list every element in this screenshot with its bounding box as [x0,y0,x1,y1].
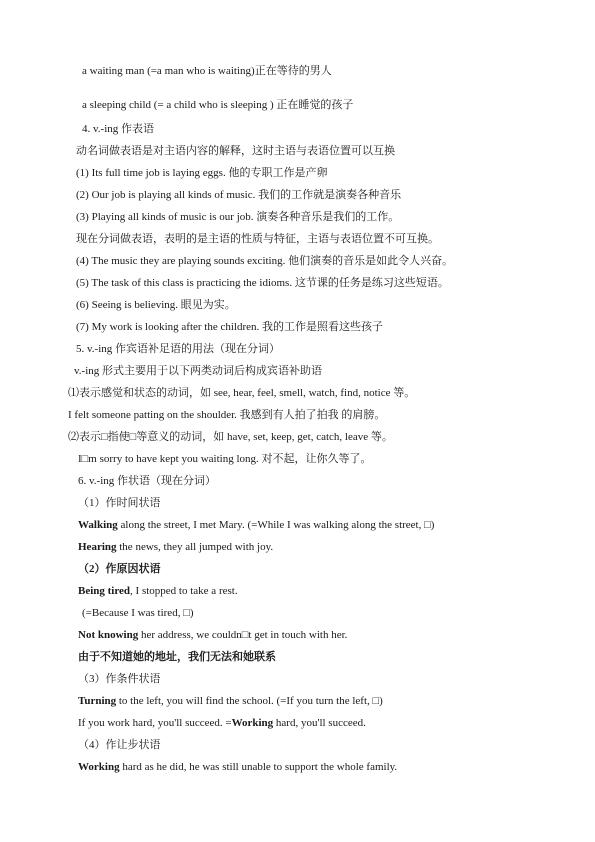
line-8: 现在分词做表语，表明的是主语的性质与特征，主语与表语位置不可互换。 [76,233,439,245]
line-2: a sleeping child (= a child who is sleeping ) 正在睡觉的孩子 [82,99,354,111]
line-6: (2) Our job is playing all kinds of music. 我们的工作就是演奏各种音乐 [76,189,402,201]
bold-term: （2）作原因状语 [78,563,161,575]
line-27 [78,652,276,663]
line-30 [78,718,366,729]
line-26 [78,630,347,641]
line-24 [78,586,238,597]
line-22 [78,542,273,553]
line-15: ⑴表示感觉和状态的动词，如 see, hear, feel, smell, watch, find, notice 等。 [68,387,416,399]
bold-term: Hearing [78,541,117,553]
bold-term: Not knowing [78,629,139,641]
bold-term: Walking [78,519,118,531]
line-text: to the left, you will find the school. (=If you turn the left, □) [116,695,383,707]
line-21 [78,520,434,531]
line-text: If you work hard, you'll succeed. = [78,717,232,729]
subheading-1: （1）作时间状语 [78,497,161,509]
line-18: I□m sorry to have kept you waiting long. 对不起，让你久等了。 [78,453,372,465]
line-12: (7) My work is looking after the children. 我的工作是照看这些孩子 [76,321,384,333]
line-text: along the street, I met Mary. (=While I was walking along the street, □) [117,519,435,531]
bold-term: Turning [78,695,117,707]
line-text: , I stopped to take a rest. [130,585,238,597]
bold-term: Working [231,717,274,729]
line-1: a waiting man (=a man who is waiting)正在等待的男人 [82,65,332,77]
line-32 [78,762,397,773]
subheading-2 [78,564,161,575]
line-14: v.-ing 形式主要用于以下两类动词后构成宾语补助语 [74,365,323,377]
line-4: 动名词做表语是对主语内容的解释，这时主语与表语位置可以互换 [76,145,395,157]
line-text: her address, we couldn□t get in touch with her. [138,629,348,641]
subheading-4: （4）作让步状语 [78,739,161,751]
section-heading-4: 4. v.-ing 作表语 [82,123,155,135]
bold-term: Working [78,761,120,773]
line-16: I felt someone patting on the shoulder. 我感到有人拍了拍我 的肩膀。 [68,409,386,421]
section-heading-6: 6. v.-ing 作状语（现在分词） [78,475,217,487]
line-25: (=Because I was tired, □) [82,607,194,619]
line-11: (6) Seeing is believing. 眼见为实。 [76,299,236,311]
line-7: (3) Playing all kinds of music is our job. 演奏各种音乐是我们的工作。 [76,211,400,223]
line-text: hard as he did, he was still unable to support the whole family. [119,761,398,773]
section-heading-5: 5. v.-ing 作宾语补足语的用法（现在分词） [76,343,281,355]
line-text: the news, they all jumped with joy. [116,541,274,553]
line-9: (4) The music they are playing sounds exciting. 他们演奏的音乐是如此令人兴奋。 [76,255,454,267]
line-text-tail: hard, you'll succeed. [273,717,366,729]
line-10: (5) The task of this class is practicing the idioms. 这节课的任务是练习这些短语。 [76,277,449,289]
line-17: ⑵表示□指使□等意义的动词，如 have, set, keep, get, catch, leave 等。 [68,431,393,443]
bold-translation: 由于不知道她的地址，我们无法和她联系 [78,651,276,663]
line-29 [78,696,383,707]
bold-term: Being tired [78,585,131,597]
line-5: (1) Its full time job is laying eggs. 他的专职工作是产卵 [76,167,328,179]
subheading-3: （3）作条件状语 [78,673,161,685]
